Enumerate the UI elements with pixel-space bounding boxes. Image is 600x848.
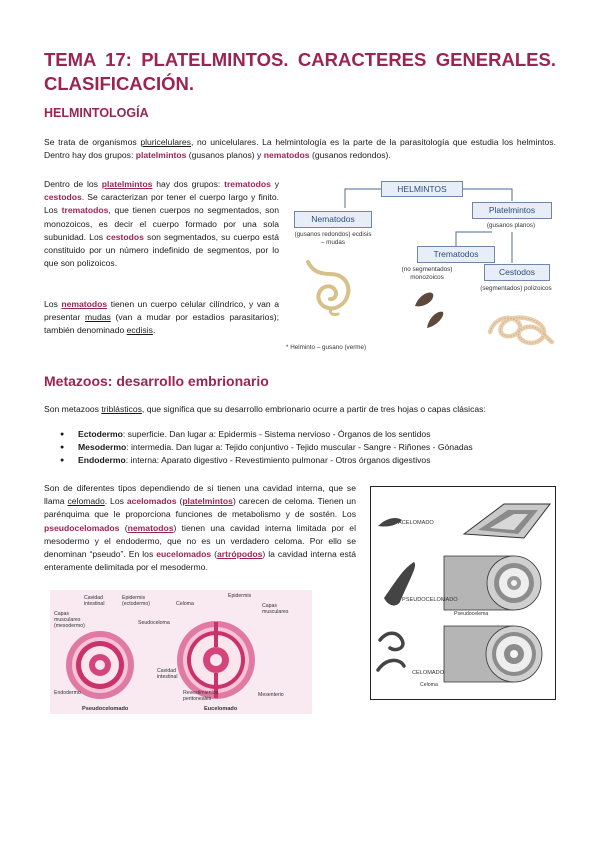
nematodos-paragraph: Los nematodos tienen un cuerpo celular cilíndrico, y van a presentar mudas (van a mudar por estadios parasitarios); también denominado ecdisis. (44, 299, 279, 336)
list-item-endodermo: ● Endodermo: interna: Aparato digestivo - Revestimiento pulmonar - Otros órganos digestivos (58, 454, 473, 467)
tapeworm-icon (484, 302, 556, 350)
box-helmintos: HELMINTOS (381, 181, 463, 197)
label-pseudocelema: Pseudocelema (454, 611, 489, 617)
caption-eucelomado: Eucelomado (204, 706, 238, 712)
box-trematodos: Trematodos (417, 246, 495, 263)
intro-paragraph: Se trata de organismos pluricelulares, no unicelulares. La helmintología es la parte de la parasitología que estudia los helmintos. Dentro hay dos grupos: platelmintos (gusanos planos) y nematodos (gusanos redondos). (44, 137, 556, 161)
platelmintos-paragraph: Dentro de los platelmintos hay dos grupos: trematodos y cestodos. Se caracterizan por tener el cuerpo largo y finito. Los trematodos, que tienen cuerpos no segmentados, son monozoicos, es decir el cuerpo formado por una sola subunidad. Los cestodos son segmentados, su cuerpo está constituido por un número indefinido de segmentos, por lo que son polizoicos. (44, 179, 279, 269)
nematode-spiral-icon (302, 258, 362, 318)
label-celoma: Celoma (176, 601, 194, 607)
pseudocelomado-tube-icon (374, 548, 554, 618)
box-nematodos: Nematodos (294, 211, 372, 228)
label-cavidad-intestinal: Cavidad intestinal (84, 595, 105, 607)
label-mesenterio: Mesenterio (258, 692, 284, 698)
label-capas-musculares: Capas musculares (262, 603, 289, 615)
metazoos-intro: Son metazoos triblásticos, que significa que su desarrollo embrionario ocurre a partir de tres hojas o capas clásicas: (44, 404, 486, 414)
label-celomado: CELOMADO (412, 670, 445, 676)
label-cavidad-intestinal-euc: Cavidad intestinal (157, 668, 178, 680)
page-title: TEMA 17: PLATELMINTOS. CARACTERES GENERALES. CLASIFICACIÓN. (44, 49, 556, 94)
celomado-tube-icon (374, 618, 554, 690)
list-item-ectodermo: ● Ectodermo: superficie. Dan lugar a: Epidermis - Sistema nervioso - Órganos de los sentidos (58, 428, 473, 441)
eucelomado-section-icon (176, 620, 256, 700)
label-capas-musculares-mesodermo: Capas musculares (mesodermo) (54, 611, 85, 629)
section-heading-metazoos: Metazoos: desarrollo embrionario (44, 373, 269, 389)
diagram-footnote: * Helminto – gusano (verme) (286, 344, 367, 351)
label-celoma-right: Celoma (420, 682, 438, 688)
label-epidermis-ectodermo: Epidermis (ectodermo) (122, 595, 150, 607)
box-cestodos: Cestodos (484, 264, 550, 281)
label-endodermo: Endodermo (54, 690, 81, 696)
trematodos-note: (no segmentados) monozoicos (401, 266, 453, 281)
list-item-mesodermo: ● Mesodermo: intermedia. Dan lugar a: Tejido conjuntivo - Tejido muscular - Sangre - Riñones - Gónadas (58, 441, 473, 454)
germ-layers-list (58, 428, 473, 468)
caption-pseudocelomado: Pseudocelomado (82, 706, 129, 712)
label-seudoceloma: Seudoceloma (138, 620, 170, 626)
cestodos-note: (segmentados) polizoicos (480, 285, 552, 292)
box-platelmintos: Platelmintos (472, 202, 552, 219)
label-epidermis: Epidermis (228, 593, 252, 599)
celoma-paragraph: Son de diferentes tipos dependiendo de si tienen una cavidad interna, que se llama celomado. Los acelomados (platelmintos) carecen de celoma. Tienen un parénquima que le proporciona funciones de metabolismo y de sostén. Los pseudocelomados (nematodos) tienen una cavidad interna limitada por el mesodermo y el endodermo, que no es un verdadero celoma. Por ello se denominan “pseudo”. En los eucelomados (artrópodos) la cavidad interna está enteramente delimitada por el mesodermo. (44, 483, 356, 573)
nematodos-note: (gusanos redondos) ecdisis – mudas (294, 231, 372, 246)
platelmintos-note: (gusanos planos) (486, 222, 536, 229)
label-acelomado: ACELOMADO (398, 520, 434, 526)
label-pseudocelomado: PSEUDOCELOMADO (402, 597, 458, 603)
section-heading-helmintologia: HELMINTOLOGÍA (44, 106, 149, 120)
fluke-icon (405, 284, 455, 334)
label-revestimientos-peritoneales: Revestimientos peritoneales (183, 690, 219, 702)
